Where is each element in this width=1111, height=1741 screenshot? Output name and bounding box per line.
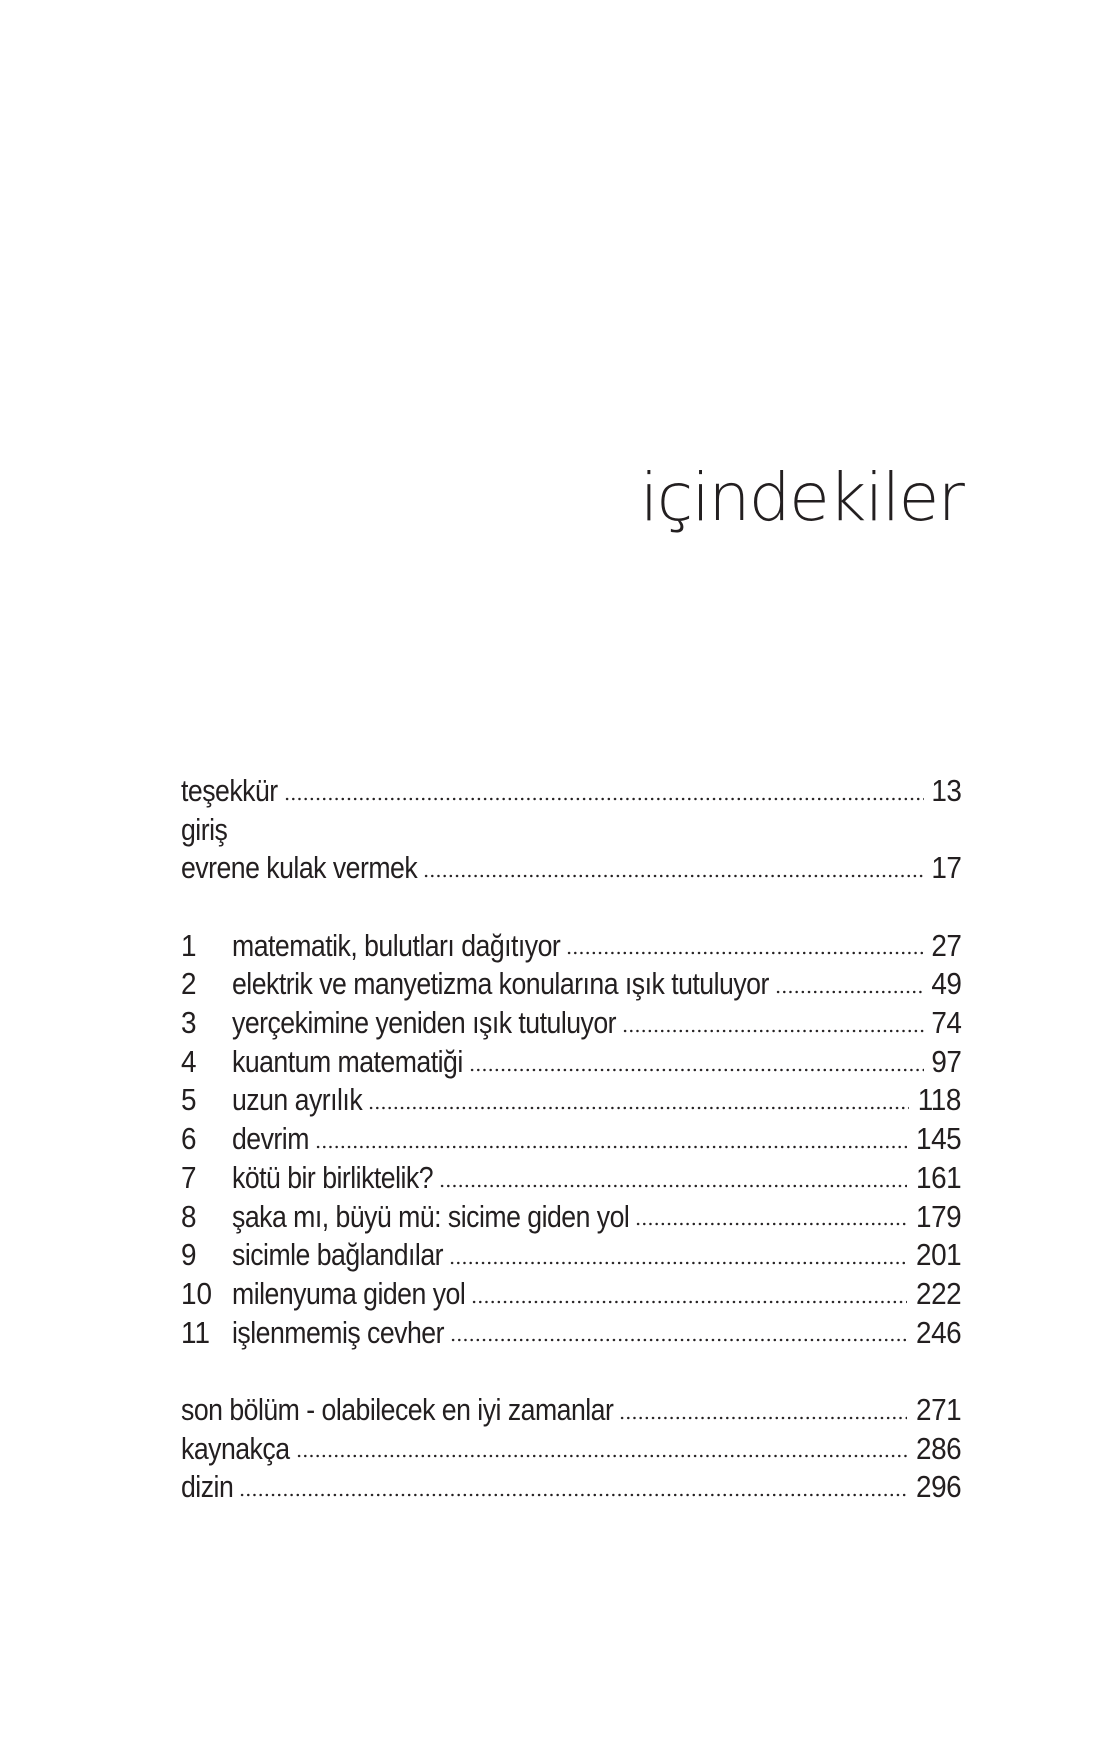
dot-leader	[368, 1105, 909, 1111]
dot-leader	[284, 796, 924, 802]
dot-leader	[566, 950, 923, 956]
chapter-number: 5	[181, 1082, 197, 1118]
dot-leader	[449, 1260, 906, 1266]
chapter-title: kötü bir birliktelik?	[232, 1159, 434, 1195]
page-number: 97	[930, 1043, 961, 1079]
section-spacer	[181, 1352, 961, 1391]
chapter-number: 11	[181, 1314, 210, 1350]
toc-chapter[interactable]	[181, 927, 961, 966]
entry-title: evrene kulak vermek	[181, 850, 418, 886]
toc-chapter[interactable]	[181, 1314, 961, 1353]
toc-entry-back[interactable]	[181, 1430, 961, 1469]
chapter-number: 3	[181, 1005, 197, 1041]
dot-leader	[619, 1415, 907, 1421]
dot-leader	[439, 1183, 907, 1189]
section-spacer	[181, 888, 961, 927]
page-title: içindekiler	[640, 459, 964, 536]
toc-chapter[interactable]	[181, 1236, 961, 1275]
chapter-number: 9	[181, 1237, 197, 1273]
chapter-number: 10	[181, 1275, 213, 1311]
page-number: 286	[915, 1430, 961, 1466]
chapter-title: matematik, bulutları dağıtıyor	[232, 927, 561, 963]
page-number: 296	[915, 1469, 961, 1505]
page-number: 74	[930, 1005, 961, 1041]
page-number: 49	[930, 966, 961, 1002]
entry-title: dizin	[181, 1469, 234, 1505]
dot-leader	[296, 1453, 907, 1459]
chapter-title: işlenmemiş cevher	[232, 1314, 444, 1350]
chapter-title: kuantum matematiği	[232, 1043, 463, 1079]
entry-title: teşekkür	[181, 772, 278, 808]
entry-title: giriş	[181, 811, 228, 847]
dot-leader	[469, 1067, 923, 1073]
dot-leader	[775, 989, 923, 995]
chapter-title: sicimle bağlandılar	[232, 1237, 443, 1273]
toc-chapter[interactable]	[181, 1198, 961, 1237]
page-number: 27	[930, 927, 961, 963]
dot-leader	[622, 1028, 924, 1034]
page-number: 246	[915, 1314, 961, 1350]
page-number: 13	[930, 772, 961, 808]
page-number: 17	[930, 850, 961, 886]
chapter-number: 4	[181, 1043, 197, 1079]
chapter-number: 8	[181, 1198, 197, 1234]
page-number: 161	[915, 1159, 961, 1195]
chapter-title: devrim	[232, 1121, 309, 1157]
page-number: 222	[915, 1275, 961, 1311]
dot-leader	[471, 1299, 906, 1305]
chapter-title: yerçekimine yeniden ışık tutuluyor	[232, 1005, 617, 1041]
toc-chapter[interactable]	[181, 1159, 961, 1198]
toc-entry-back[interactable]	[181, 1391, 961, 1430]
chapter-number: 6	[181, 1121, 197, 1157]
page-number: 179	[915, 1198, 961, 1234]
toc-chapter[interactable]	[181, 1120, 961, 1159]
toc-chapter[interactable]	[181, 1082, 961, 1121]
page-number: 201	[915, 1237, 961, 1273]
toc-chapter[interactable]	[181, 1004, 961, 1043]
chapter-number: 2	[181, 966, 197, 1002]
entry-title: kaynakça	[181, 1430, 290, 1466]
chapter-title: şaka mı, büyü mü: sicime giden yol	[232, 1198, 630, 1234]
entry-title: son bölüm - olabilecek en iyi zamanlar	[181, 1391, 614, 1427]
chapter-title: elektrik ve manyetizma konularına ışık tutuluyor	[232, 966, 769, 1002]
chapter-number: 1	[181, 927, 197, 963]
dot-leader	[239, 1492, 907, 1498]
chapter-title: uzun ayrılık	[232, 1082, 363, 1118]
toc-entry-back[interactable]	[181, 1468, 961, 1507]
toc-chapter[interactable]	[181, 965, 961, 1004]
dot-leader	[635, 1221, 906, 1227]
page-number: 145	[915, 1121, 961, 1157]
dot-leader	[450, 1337, 907, 1343]
table-of-contents	[181, 772, 961, 1507]
page-number: 271	[915, 1391, 961, 1427]
chapter-number: 7	[181, 1159, 197, 1195]
toc-chapter[interactable]	[181, 1043, 961, 1082]
toc-entry-front[interactable]	[181, 811, 961, 850]
dot-leader	[315, 1144, 906, 1150]
page-number: 118	[917, 1082, 961, 1118]
toc-entry-front[interactable]	[181, 849, 961, 888]
dot-leader	[423, 873, 924, 879]
toc-entry-front[interactable]	[181, 772, 961, 811]
toc-chapter[interactable]	[181, 1275, 961, 1314]
chapter-title: milenyuma giden yol	[232, 1275, 466, 1311]
